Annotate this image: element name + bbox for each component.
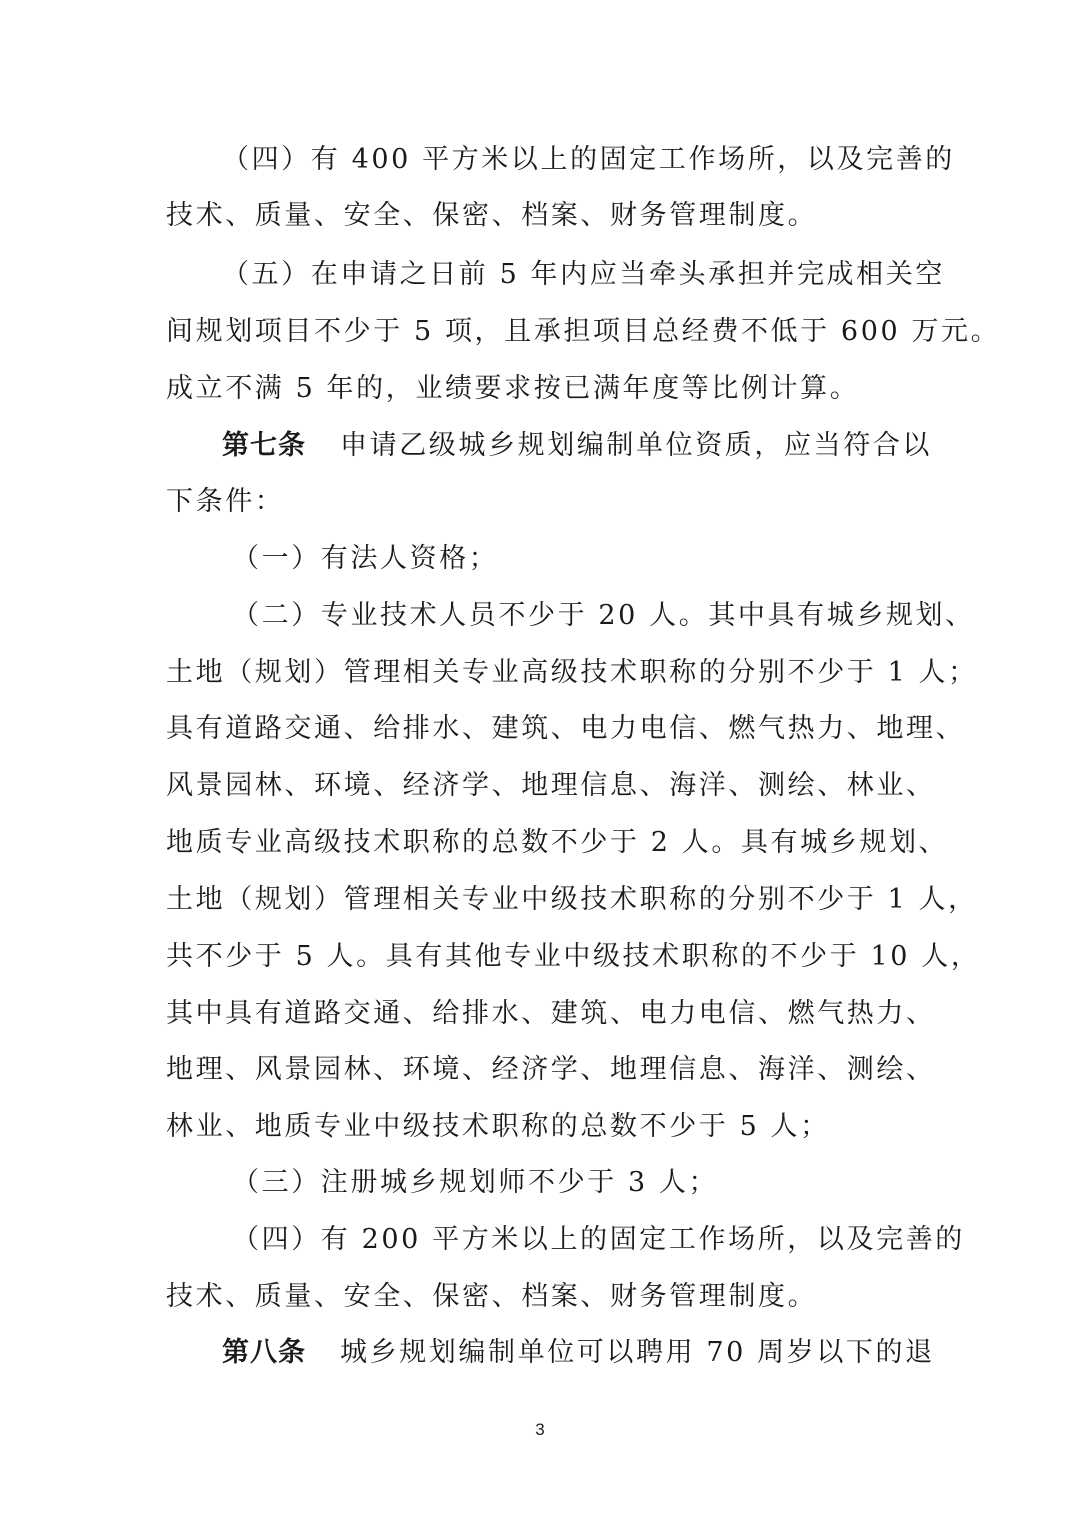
page-number: 3 (535, 1420, 545, 1439)
paragraph-line: 土地（规划）管理相关专业中级技术职称的分别不少于 1 人， (166, 884, 978, 915)
paragraph-line: 共不少于 5 人。具有其他专业中级技术职称的不少于 10 人， (166, 941, 981, 972)
article-7-first-line (222, 426, 932, 466)
paragraph-line: （二）专业技术人员不少于 20 人。其中具有城乡规划、 (232, 600, 975, 631)
paragraph-line: 风景园林、环境、经济学、地理信息、海洋、测绘、林业、 (166, 770, 936, 801)
paragraph-line: （五）在申请之日前 5 年内应当牵头承担并完成相关空 (222, 259, 945, 290)
paragraph-line: 地质专业高级技术职称的总数不少于 2 人。具有城乡规划、 (166, 827, 949, 858)
paragraph-line: 技术、质量、安全、保密、档案、财务管理制度。 (166, 200, 818, 231)
paragraph-line: 土地（规划）管理相关专业高级技术职称的分别不少于 1 人； (166, 657, 978, 688)
paragraph-line: 地理、风景园林、环境、经济学、地理信息、海洋、测绘、 (166, 1054, 936, 1085)
paragraph-line: 下条件： (166, 486, 285, 517)
paragraph-line: 城乡规划编制单位可以聘用 70 周岁以下的退 (340, 1337, 935, 1368)
paragraph-line: 其中具有道路交通、给排水、建筑、电力电信、燃气热力、 (166, 998, 936, 1029)
paragraph-line: 具有道路交通、给排水、建筑、电力电信、燃气热力、地理、 (166, 713, 966, 744)
paragraph-line: 间规划项目不少于 5 项，且承担项目总经费不低于 600 万元。 (166, 316, 1001, 347)
paragraph-line: （四）有 400 平方米以上的固定工作场所，以及完善的 (222, 144, 955, 175)
paragraph-line: 申请乙级城乡规划编制单位资质，应当符合以 (340, 430, 932, 461)
paragraph-line: 林业、地质专业中级技术职称的总数不少于 5 人； (166, 1111, 830, 1142)
paragraph-line: 成立不满 5 年的，业绩要求按已满年度等比例计算。 (166, 373, 860, 404)
paragraph-line: （三）注册城乡规划师不少于 3 人； (232, 1167, 719, 1198)
article-8-heading: 第八条 (222, 1337, 306, 1368)
article-8-first-line (222, 1333, 935, 1373)
paragraph-line: 技术、质量、安全、保密、档案、财务管理制度。 (166, 1281, 818, 1312)
article-7-heading: 第七条 (222, 430, 306, 461)
paragraph-line: （四）有 200 平方米以上的固定工作场所，以及完善的 (232, 1224, 965, 1255)
paragraph-line: （一）有法人资格； (232, 543, 499, 574)
